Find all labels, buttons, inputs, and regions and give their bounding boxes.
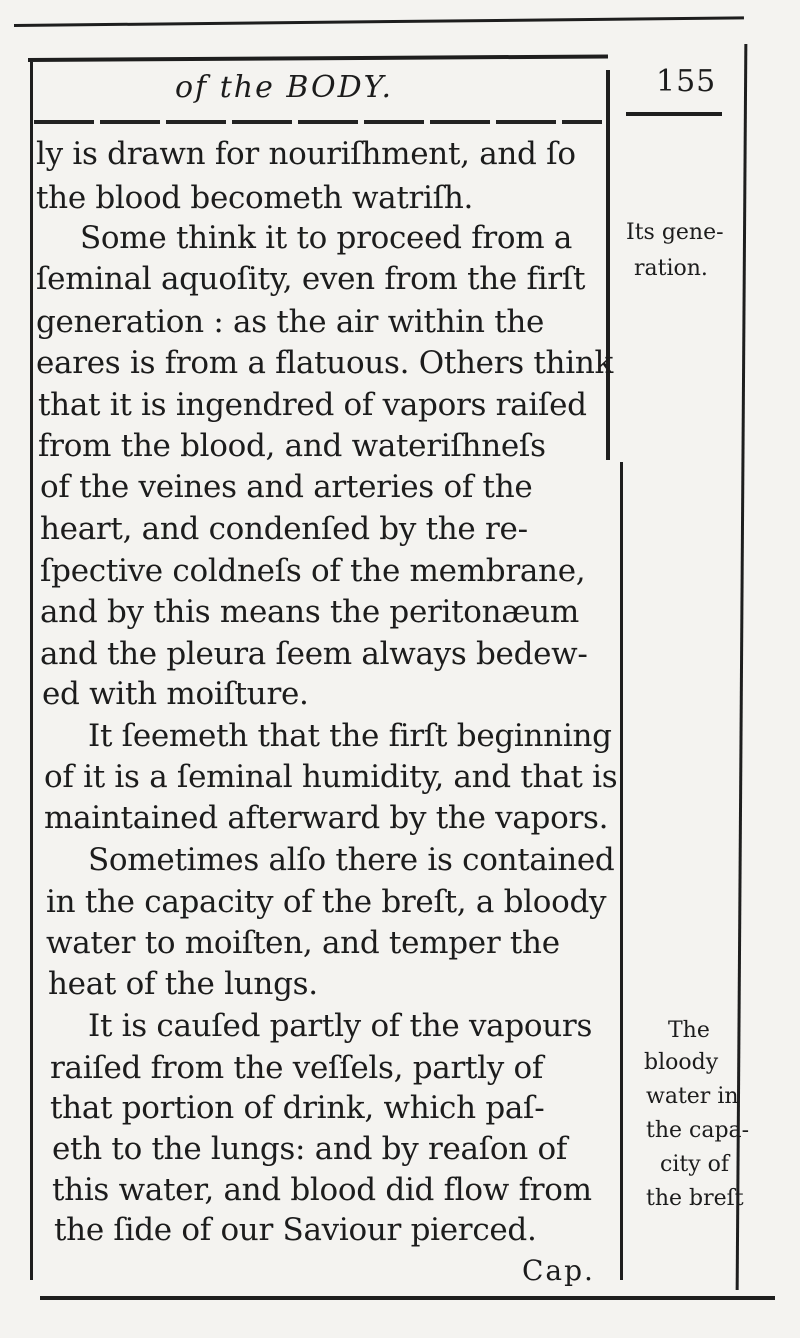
text-line: of it is a ſeminal humidity, and that is <box>44 759 618 795</box>
text-line: the blood becometh watriſh. <box>36 180 474 216</box>
margin-note-line: the capa- <box>646 1118 750 1143</box>
column-divider-rule <box>606 70 610 460</box>
top-rule <box>28 54 608 62</box>
text-line: heart, and condenſed by the re- <box>40 511 528 547</box>
margin-note-line: Its gene- <box>626 220 724 245</box>
text-line: ſeminal aquoſity, even from the firſt <box>36 261 586 297</box>
text-line: that it is ingendred of vapors raiſed <box>38 387 587 423</box>
margin-note-line: The <box>668 1018 710 1043</box>
margin-note-line: city of <box>660 1152 730 1177</box>
top-outer-rule <box>14 16 744 27</box>
page-number: 155 <box>656 64 717 99</box>
header-underline <box>34 120 602 124</box>
left-border-rule <box>30 62 33 1280</box>
text-line: in the capacity of the breſt, a bloody <box>46 884 607 920</box>
text-line: and the pleura ſeem always bedew- <box>40 636 588 672</box>
text-line: and by this means the peritonæum <box>40 594 579 630</box>
text-line: eth to the lungs: and by reaſon of <box>52 1131 568 1167</box>
text-line: It is cauſed partly of the vapours <box>88 1008 593 1044</box>
margin-note-line: ration. <box>634 256 708 281</box>
text-line: ſpective coldneſs of the membrane, <box>40 553 586 589</box>
text-line: ed with moiſture. <box>42 676 309 712</box>
running-head: of the BODY. <box>175 70 394 105</box>
text-line: from the blood, and wateriſhneſs <box>38 428 546 464</box>
catchword: Cap. <box>522 1254 595 1287</box>
text-line: eares is from a flatuous. Others think <box>36 345 613 381</box>
text-line: raiſed from the veſſels, partly of <box>50 1050 544 1086</box>
margin-note-line: water in <box>646 1084 739 1109</box>
margin-note-line: bloody <box>644 1050 719 1075</box>
text-line: It ſeemeth that the firſt beginning <box>88 718 612 754</box>
text-line: maintained afterward by the vapors. <box>44 800 609 836</box>
text-line: Sometimes alſo there is contained <box>88 842 615 878</box>
text-line: water to moiſten, and temper the <box>46 925 560 961</box>
text-line: Some think it to proceed from a <box>80 220 573 256</box>
text-line: the ſide of our Saviour pierced. <box>54 1212 537 1248</box>
text-line: generation : as the air within the <box>36 304 545 340</box>
column-divider-rule-lower <box>620 462 623 1280</box>
margin-note-line: the breſt <box>646 1186 744 1211</box>
bottom-rule <box>40 1296 775 1300</box>
text-line: ly is drawn for nouriſhment, and ſo <box>36 136 576 172</box>
text-line: that portion of drink, which paſ- <box>50 1090 545 1126</box>
text-line: this water, and blood did flow from <box>52 1172 592 1208</box>
margin-header-underline <box>626 112 722 116</box>
text-line: of the veines and arteries of the <box>40 469 533 505</box>
text-line: heat of the lungs. <box>48 966 318 1002</box>
